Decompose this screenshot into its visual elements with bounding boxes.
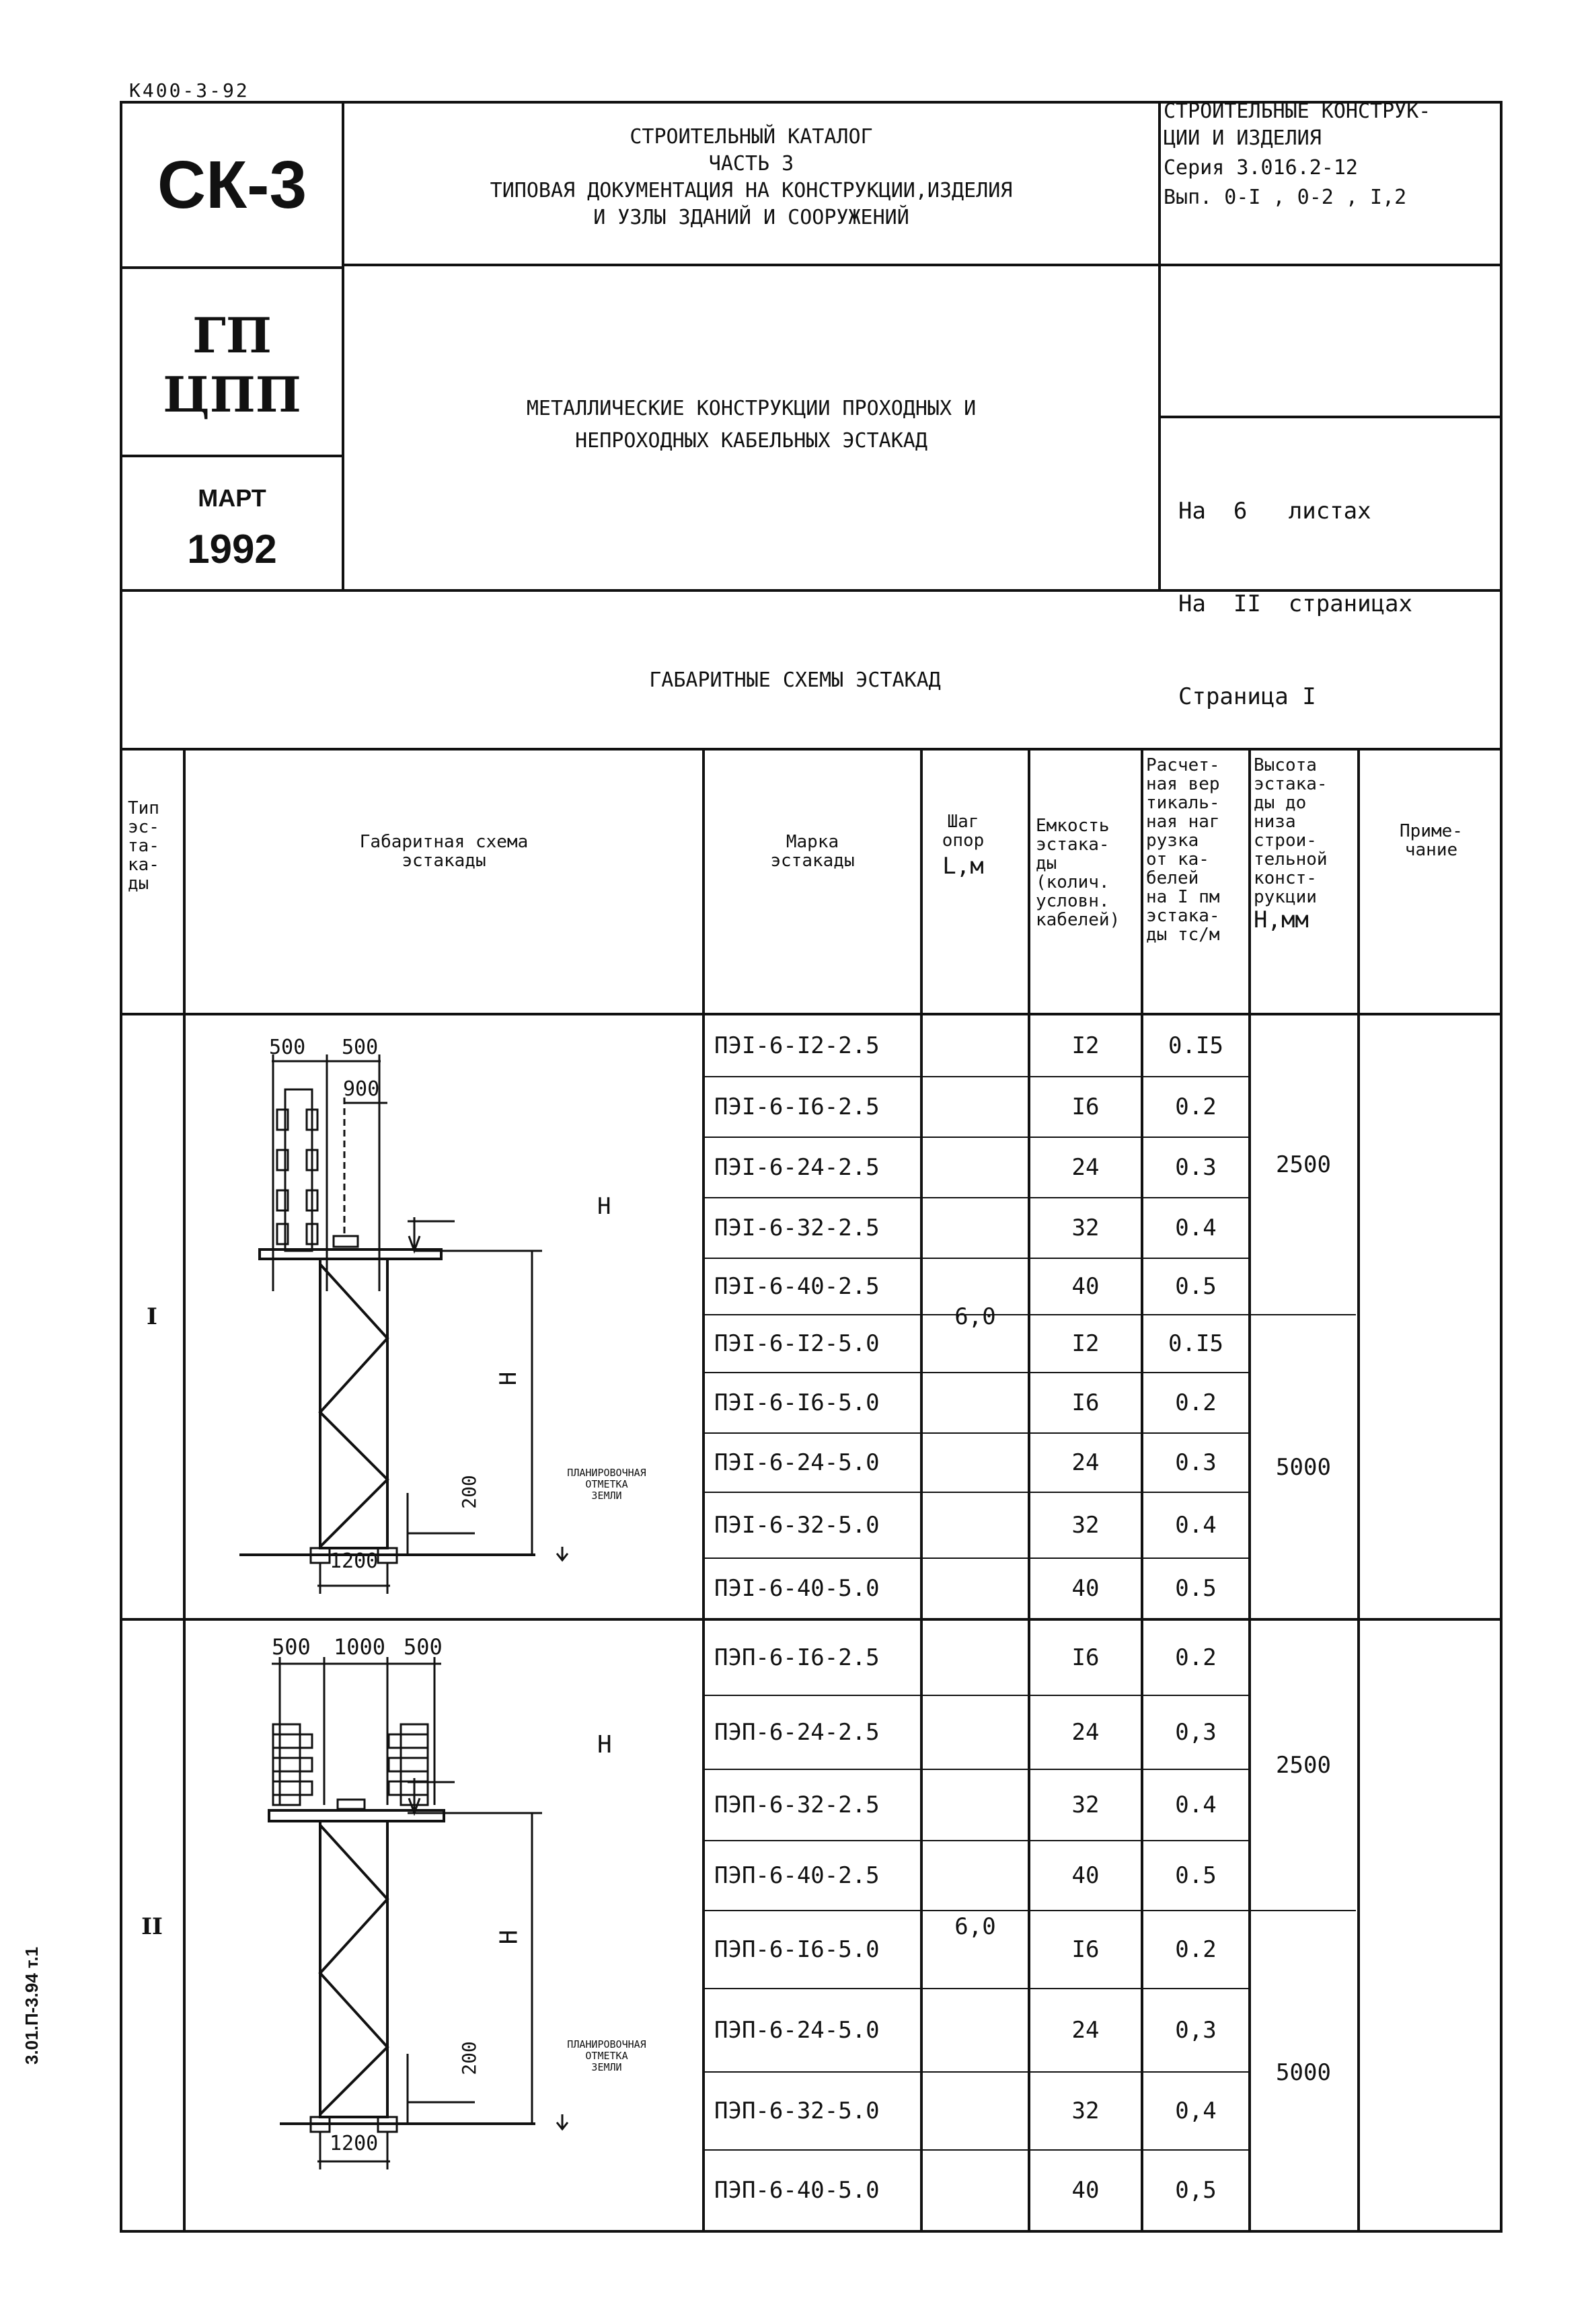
header-line: эс- xyxy=(128,817,159,837)
mark-cell: ПЭП-6-I6-2.5 xyxy=(714,1644,880,1671)
section-line: Вып. 0-I , 0-2 , I,2 xyxy=(1164,186,1407,209)
capacity-cell: I2 xyxy=(1071,1032,1100,1059)
catalog-title-line: СТРОИТЕЛЬНЫЙ КАТАЛОГ xyxy=(630,125,873,149)
ground-label xyxy=(553,1467,660,1502)
load-cell: 0,4 xyxy=(1175,2098,1217,2124)
header-line: эстака- xyxy=(1036,835,1110,855)
header-line: на I пм xyxy=(1146,887,1220,907)
mark-cell: ПЭI-6-I2-2.5 xyxy=(714,1032,880,1059)
header-line: Н,мм xyxy=(1254,907,1309,933)
header-line: тельной xyxy=(1254,849,1328,870)
mark-cell: ПЭI-6-40-5.0 xyxy=(714,1575,880,1602)
load-cell: 0.I5 xyxy=(1168,1330,1223,1357)
capacity-cell: I6 xyxy=(1071,1389,1100,1416)
header-line: Шаг xyxy=(947,812,979,832)
dim-label: 500 xyxy=(404,1634,443,1660)
mark-cell: ПЭI-6-40-2.5 xyxy=(714,1273,880,1300)
ground-label-line: ПЛАНИРОВОЧНАЯ xyxy=(567,1467,646,1479)
header-line: от ка- xyxy=(1146,849,1209,870)
capacity-cell: 40 xyxy=(1071,1575,1100,1602)
capacity-cell: 40 xyxy=(1071,2177,1100,2204)
capacity-cell: 40 xyxy=(1071,1862,1100,1889)
mark-cell: ПЭП-6-40-5.0 xyxy=(714,2177,880,2204)
catalog-title-line: ТИПОВАЯ ДОКУМЕНТАЦИЯ НА КОНСТРУКЦИИ,ИЗДЕЛИЯ xyxy=(490,179,1013,202)
header-line: Высота xyxy=(1254,755,1317,775)
dim-label: 1200 xyxy=(330,1549,379,1573)
header-line: Марка xyxy=(786,832,839,852)
mark-cell: ПЭI-6-I6-2.5 xyxy=(714,1093,880,1120)
mark-cell: ПЭП-6-32-2.5 xyxy=(714,1792,880,1818)
header-line: ды xyxy=(1036,853,1057,874)
section-line: ЦИИ И ИЗДЕЛИЯ xyxy=(1164,126,1322,150)
step-cell: 6,0 xyxy=(954,1913,996,1940)
capacity-cell: 32 xyxy=(1071,1215,1100,1241)
mark-cell: ПЭП-6-I6-5.0 xyxy=(714,1936,880,1963)
header-line: ды до xyxy=(1254,793,1307,813)
type-cell: I xyxy=(147,1303,157,1330)
ground-label xyxy=(553,2039,660,2073)
dim-label: 1200 xyxy=(330,2132,379,2155)
load-cell: 0.3 xyxy=(1175,1449,1217,1476)
header-height xyxy=(1254,755,1356,933)
section-heading: ГАБАРИТНЫЕ СХЕМЫ ЭСТАКАД xyxy=(649,668,941,692)
side-code: 3.01.П-3.94 т.1 xyxy=(22,1946,42,2065)
mark-cell: ПЭI-6-I2-5.0 xyxy=(714,1330,880,1357)
mark-cell: ПЭП-6-40-2.5 xyxy=(714,1862,880,1889)
trestle-drawing-type-2 xyxy=(186,1623,702,2229)
header-scheme xyxy=(186,833,702,870)
mark-cell: ПЭI-6-32-2.5 xyxy=(714,1215,880,1241)
section-line: СТРОИТЕЛЬНЫЕ КОНСТРУК- xyxy=(1164,100,1431,123)
load-cell: 0.4 xyxy=(1175,1792,1217,1818)
header-line: ная наг xyxy=(1146,812,1220,832)
load-cell: 0.I5 xyxy=(1168,1032,1223,1059)
load-cell: 0,5 xyxy=(1175,2177,1217,2204)
height-cell: 2500 xyxy=(1276,1151,1331,1178)
step-cell: 6,0 xyxy=(954,1303,996,1330)
header-step xyxy=(923,812,1003,880)
year: 1992 xyxy=(187,527,277,572)
dim-label: 200 xyxy=(457,1475,480,1509)
mark-cell: ПЭI-6-24-2.5 xyxy=(714,1154,880,1181)
doc-title-line: МЕТАЛЛИЧЕСКИЕ КОНСТРУКЦИИ ПРОХОДНЫХ И xyxy=(526,397,977,420)
capacity-cell: 40 xyxy=(1071,1273,1100,1300)
load-cell: 0.4 xyxy=(1175,1215,1217,1241)
doc-title xyxy=(344,395,1158,455)
catalog-code: СК-3 xyxy=(157,147,307,223)
capacity-cell: I6 xyxy=(1071,1093,1100,1120)
capacity-cell: 24 xyxy=(1071,1719,1100,1746)
catalog-title xyxy=(344,124,1158,231)
header-line: Расчет- xyxy=(1146,755,1220,775)
header-type xyxy=(128,799,182,893)
dim-label: 500 xyxy=(342,1036,379,1059)
doc-code: К400-3-92 xyxy=(129,79,250,102)
header-line: Приме- xyxy=(1400,821,1463,841)
height-cell: 5000 xyxy=(1276,2059,1331,2086)
mark-cell: ПЭП-6-24-5.0 xyxy=(714,2017,880,2044)
dim-label: 200 xyxy=(457,2041,480,2075)
capacity-cell: 32 xyxy=(1071,1512,1100,1539)
header-line: Тип xyxy=(128,798,159,818)
mark-cell: ПЭI-6-I6-5.0 xyxy=(714,1389,880,1416)
header-line: ды xyxy=(128,874,149,894)
ground-label-line: ОТМЕТКА xyxy=(585,2050,628,2062)
doc-title-line: НЕПРОХОДНЫХ КАБЕЛЬНЫХ ЭСТАКАД xyxy=(575,429,927,453)
dim-label: H xyxy=(495,1929,523,1945)
dim-label: H xyxy=(495,1371,523,1386)
load-cell: 0.5 xyxy=(1175,1862,1217,1889)
header-line: строи- xyxy=(1254,831,1317,851)
mark-cell: ПЭП-6-24-2.5 xyxy=(714,1719,880,1746)
header-line: ды тс/м xyxy=(1146,925,1220,945)
header-line: ка- xyxy=(128,855,159,875)
header-line: эстака- xyxy=(1254,774,1328,794)
header-load xyxy=(1146,756,1247,944)
dim-label: 1000 xyxy=(334,1634,386,1660)
header-line: та- xyxy=(128,836,159,856)
header-line: рукции xyxy=(1254,887,1317,907)
dim-label: H xyxy=(597,1731,612,1759)
header-line: ная вер xyxy=(1146,774,1220,794)
sheet-line: На II страницах xyxy=(1178,590,1412,617)
load-cell: 0.2 xyxy=(1175,1093,1217,1120)
sheet-line: Страница I xyxy=(1178,683,1316,710)
load-cell: 0.4 xyxy=(1175,1512,1217,1539)
load-cell: 0,3 xyxy=(1175,1719,1217,1746)
load-cell: 0.2 xyxy=(1175,1389,1217,1416)
sheet-line: На 6 листах xyxy=(1178,498,1371,525)
sheet-info xyxy=(1178,437,1494,741)
load-cell: 0.3 xyxy=(1175,1154,1217,1181)
capacity-cell: 24 xyxy=(1071,1154,1100,1181)
section-info xyxy=(1164,98,1500,211)
type-cell: II xyxy=(141,1913,163,1940)
mark-cell: ПЭI-6-32-5.0 xyxy=(714,1512,880,1539)
header-line: низа xyxy=(1254,812,1296,832)
load-cell: 0,3 xyxy=(1175,2017,1217,2044)
load-cell: 0.5 xyxy=(1175,1273,1217,1300)
capacity-cell: 32 xyxy=(1071,1792,1100,1818)
capacity-cell: 24 xyxy=(1071,1449,1100,1476)
mark-cell: ПЭI-6-24-5.0 xyxy=(714,1449,880,1476)
org-name xyxy=(122,306,342,424)
header-line: эстака- xyxy=(1146,906,1220,926)
header-note xyxy=(1360,822,1503,859)
capacity-cell: I2 xyxy=(1071,1330,1100,1357)
header-line: (колич. xyxy=(1036,872,1110,892)
height-cell: 5000 xyxy=(1276,1454,1331,1481)
header-line: конст- xyxy=(1254,868,1317,888)
height-cell: 2500 xyxy=(1276,1752,1331,1779)
section-line: Серия 3.016.2-12 xyxy=(1164,156,1358,180)
dim-label: 900 xyxy=(343,1077,380,1101)
header-capacity xyxy=(1036,816,1139,929)
header-line: Емкость xyxy=(1036,816,1110,836)
header-line: условн. xyxy=(1036,891,1110,911)
header-line: опор xyxy=(942,831,985,851)
catalog-title-line: И УЗЛЫ ЗДАНИЙ И СООРУЖЕНИЙ xyxy=(593,206,909,229)
capacity-cell: I6 xyxy=(1071,1936,1100,1963)
dim-label: 500 xyxy=(272,1634,311,1660)
header-line: рузка xyxy=(1146,831,1199,851)
month: МАРТ xyxy=(198,484,266,512)
header-line: эстакады xyxy=(402,851,486,871)
ground-label-line: ОТМЕТКА xyxy=(585,1478,628,1490)
header-line: Габаритная схема xyxy=(359,832,529,852)
capacity-cell: I6 xyxy=(1071,1644,1100,1671)
catalog-title-line: ЧАСТЬ 3 xyxy=(708,152,794,176)
header-line: тикаль- xyxy=(1146,793,1220,813)
header-line: белей xyxy=(1146,868,1199,888)
dim-label: H xyxy=(597,1193,611,1220)
load-cell: 0.5 xyxy=(1175,1575,1217,1602)
load-cell: 0.2 xyxy=(1175,1644,1217,1671)
org-line: ЦПП xyxy=(163,366,301,423)
capacity-cell: 24 xyxy=(1071,2017,1100,2044)
org-line: ГП xyxy=(192,307,272,364)
capacity-cell: 32 xyxy=(1071,2098,1100,2124)
ground-label-line: ЗЕМЛИ xyxy=(591,1490,622,1502)
header-line: эстакады xyxy=(770,851,855,871)
trestle-drawing-type-1 xyxy=(186,1022,702,1614)
header-line: L,м xyxy=(942,853,984,880)
ground-label-line: ЗЕМЛИ xyxy=(591,2061,622,2073)
dim-label: 500 xyxy=(269,1036,306,1059)
ground-label-line: ПЛАНИРОВОЧНАЯ xyxy=(567,2038,646,2050)
header-line: чание xyxy=(1404,840,1458,860)
header-line: кабелей) xyxy=(1036,910,1120,930)
header-mark xyxy=(705,833,920,870)
mark-cell: ПЭП-6-32-5.0 xyxy=(714,2098,880,2124)
load-cell: 0.2 xyxy=(1175,1936,1217,1963)
